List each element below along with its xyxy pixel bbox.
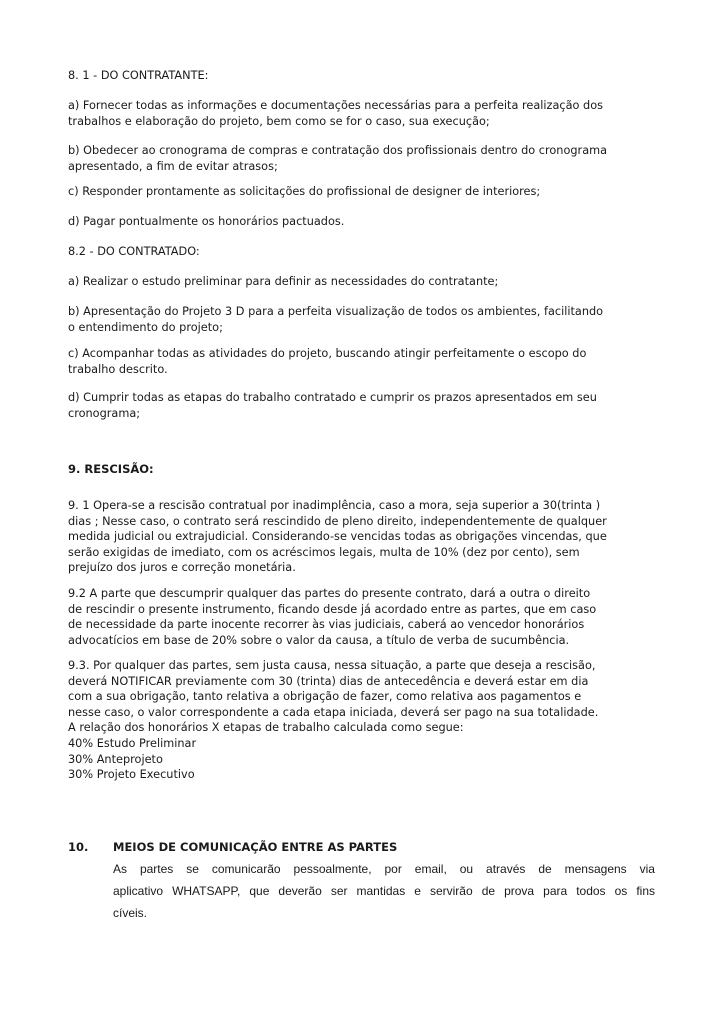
section-8-2-item-b: b) Apresentação do Projeto 3 D para a perfeita visualização de todos os ambientes, facilitando o entendimento do projeto;	[68, 305, 604, 334]
section-10-line-1: As partes se comunicarão pessoalmente, por email, ou através de mensagens via	[113, 862, 655, 876]
section-8-2-item-a: a) Realizar o estudo preliminar para definir as necessidades do contratante;	[68, 275, 499, 288]
section-10-body	[113, 858, 655, 924]
section-8-2-item-c: c) Acompanhar todas as atividades do projeto, buscando atingir perfeitamente o escopo do trabalho descrito.	[68, 347, 587, 376]
section-8-1-title: 8. 1 - DO CONTRATANTE:	[68, 69, 209, 82]
section-8-1-item-a: a) Fornecer todas as informações e documentações necessárias para a perfeita realização dos trabalhos e elaboração do projeto, bem como se for o caso, sua execução;	[68, 99, 604, 128]
section-8-2-title: 8.2 - DO CONTRATADO:	[68, 245, 200, 258]
section-8-1-item-d: d) Pagar pontualmente os honorários pactuados.	[68, 215, 345, 228]
section-10-number: 10.	[68, 840, 89, 854]
section-8-2-item-d: d) Cumprir todas as etapas do trabalho contratado e cumprir os prazos apresentados em seu cronograma;	[68, 391, 597, 420]
section-8-1-item-b: b) Obedecer ao cronograma de compras e contratação dos profissionais dentro do cronograma apresentado, a fim de evitar atrasos;	[68, 144, 608, 173]
section-9-3-paragraph: 9.3. Por qualquer das partes, sem justa causa, nessa situação, a parte que deseja a rescisão, deverá NOTIFICAR previamente com 30 (trinta) dias de antecedência e deverá estar em dia com a sua obrigação, tanto relativa a obrigação de fazer, como relativa aos pagamentos e nesse caso, o valor correspondente a cada etapa iniciada, deverá ser pago na sua totalidade. A relação dos honorários X etapas de trabalho calculada como segue: 40% Estudo Preliminar 30% Anteprojeto 30% Projeto Executivo	[68, 659, 599, 782]
section-10-line-2: aplicativo WHATSAPP, que deverão ser mantidas e servirão de prova para todos os fins	[113, 884, 655, 898]
section-9-heading: 9. RESCISÃO:	[68, 462, 154, 476]
section-10-title: MEIOS DE COMUNICAÇÃO ENTRE AS PARTES	[113, 840, 398, 854]
section-9-1-paragraph: 9. 1 Opera-se a rescisão contratual por inadimplência, caso a mora, seja superior a 30(trinta ) dias ; Nesse caso, o contrato será rescindido de pleno direito, independentemente de qualquer medida judicial ou extrajudicial. Considerando-se vencidas todas as obrigações vincendas, que serão exigidas de imediato, com os acréscimos legais, multa de 10% (dez por cento), sem prejuízo dos juros e correção monetária.	[68, 499, 607, 575]
section-9-2-paragraph: 9.2 A parte que descumprir qualquer das partes do presente contrato, dará a outra o direito de rescindir o presente instrumento, ficando desde já acordado entre as partes, que em caso de necessidade da parte inocente recorrer às vias judiciais, caberá ao vencedor honorários advocatícios em base de 20% sobre o valor da causa, a título de verba de sucumbência.	[68, 587, 597, 647]
section-8-1-item-c: c) Responder prontamente as solicitações do profissional de designer de interiores;	[68, 185, 541, 198]
section-10-line-3: cíveis.	[113, 906, 148, 920]
